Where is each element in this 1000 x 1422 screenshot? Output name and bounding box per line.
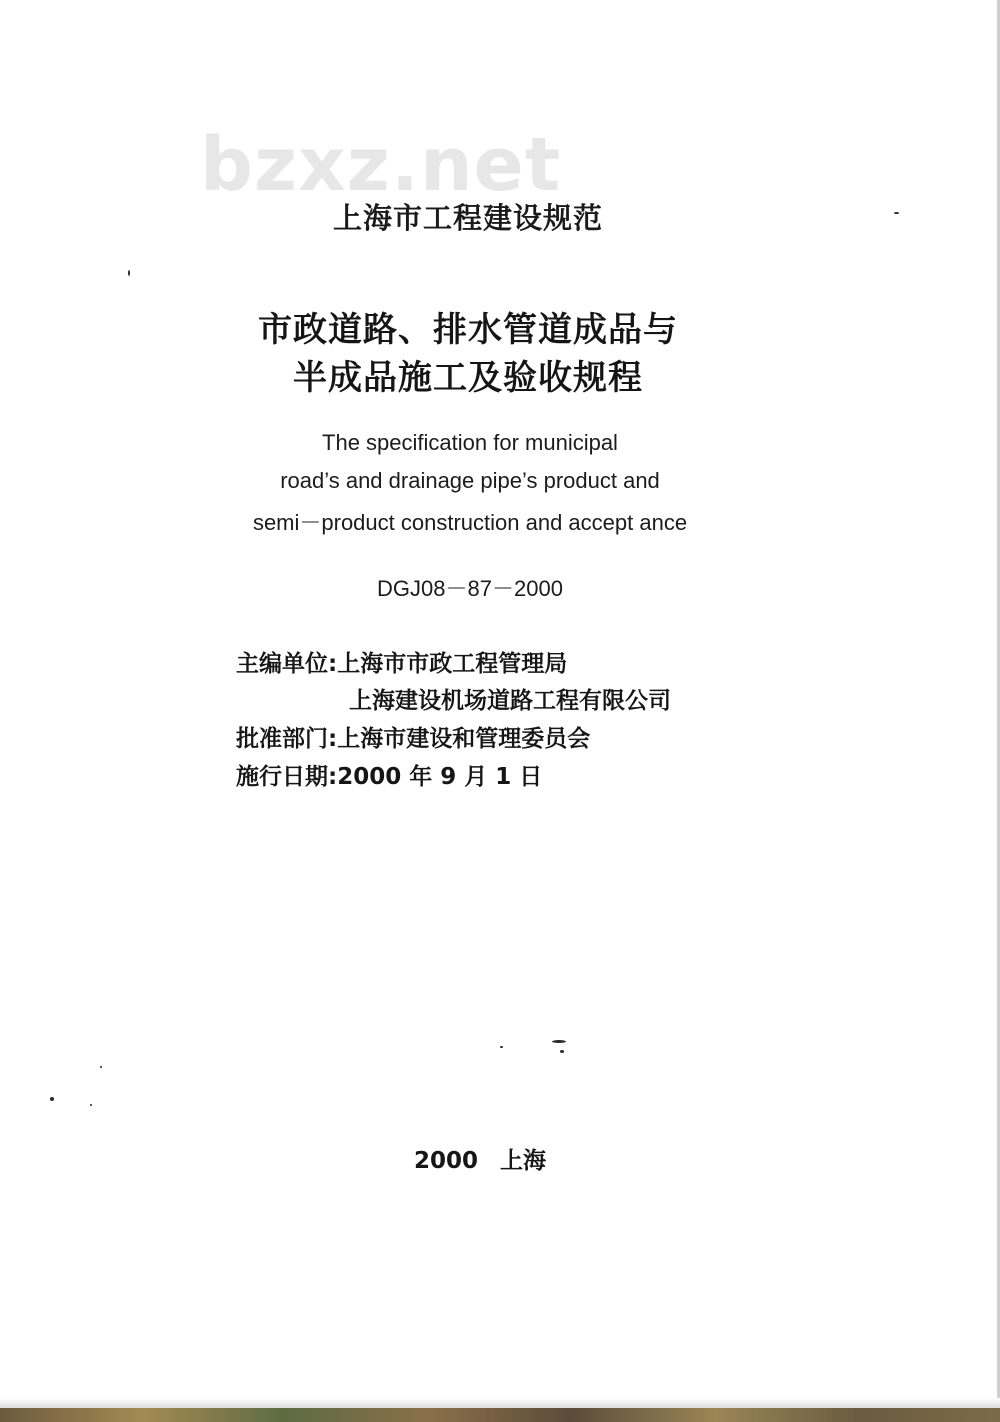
publication-footer: [0, 1142, 960, 1175]
standard-code: DGJ08－87－2000: [377, 576, 563, 601]
scan-speck: [128, 270, 130, 276]
english-title-line-1: The specification for municipal: [322, 430, 618, 455]
main-title-line-1: 市政道路、排水管道成品与: [258, 310, 678, 350]
publication-city: 上海: [500, 1148, 546, 1174]
english-title-line-2: road’s and drainage pipe’s product and: [280, 468, 660, 493]
scan-bottom-strip: [0, 1408, 1000, 1422]
scan-speck: [552, 1040, 566, 1043]
scan-speck: [50, 1097, 54, 1101]
chief-editor-unit: 主编单位:上海市市政工程管理局: [236, 651, 568, 677]
series-title: 上海市工程建设规范: [332, 201, 603, 235]
main-title-line-2: 半成品施工及验收规程: [293, 358, 643, 398]
english-title-line-3: semi－product construction and accept ance: [252, 510, 688, 535]
scan-speck: [90, 1104, 92, 1106]
scan-speck: [500, 1046, 503, 1048]
scan-shadow: [0, 1398, 1000, 1408]
publication-year: 2000: [413, 1148, 478, 1174]
approving-department: 批准部门:上海市建设和管理委员会: [236, 726, 591, 752]
chief-editor-unit-2: 上海建设机场道路工程有限公司: [349, 688, 671, 714]
watermark: bzxz.net: [200, 122, 562, 208]
scan-speck: [894, 212, 899, 214]
effective-date: 施行日期:2000 年 9 月 1 日: [236, 764, 543, 790]
scan-speck: [100, 1066, 102, 1068]
scan-speck: [560, 1050, 564, 1053]
